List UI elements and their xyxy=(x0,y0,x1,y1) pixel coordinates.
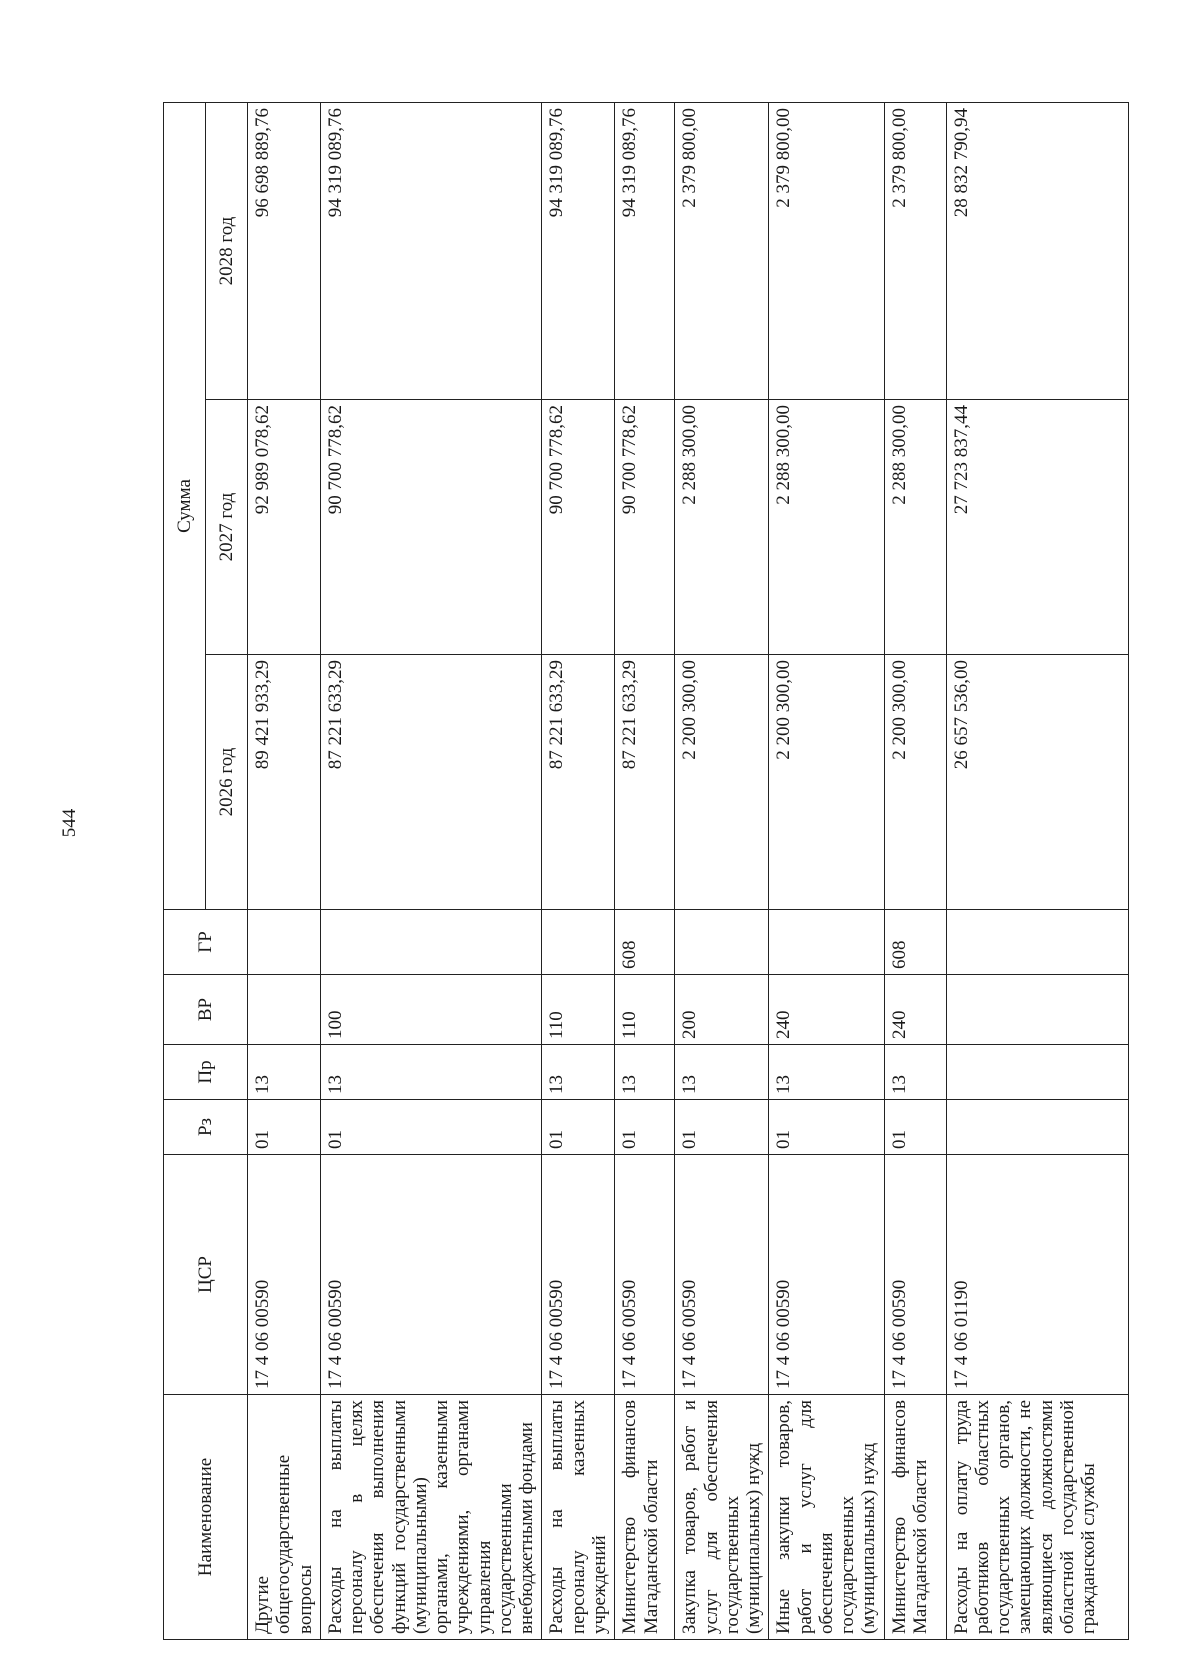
row-2026: 89 421 933,29 xyxy=(248,655,321,910)
row-name: Другие общегосударственные вопросы xyxy=(248,1395,321,1640)
row-rz: 01 xyxy=(675,1100,769,1155)
row-rz xyxy=(946,1100,1128,1155)
header-gr: ГР xyxy=(164,910,248,975)
row-2027: 90 700 778,62 xyxy=(542,400,615,655)
row-csr: 17 4 06 00590 xyxy=(320,1155,542,1395)
budget-table xyxy=(163,102,1129,1640)
header-2027: 2027 год xyxy=(206,400,248,655)
row-vr: 240 xyxy=(884,975,946,1045)
table-body xyxy=(248,102,1129,1639)
row-2026: 2 200 300,00 xyxy=(769,655,884,910)
row-csr: 17 4 06 00590 xyxy=(248,1155,321,1395)
row-name: Расходы на выплаты персоналу в целях обеспечения выполнения функций государственными (муниципальными) органами, казенными учреждениями, органами управления государственными внебюджетными фондами xyxy=(320,1395,542,1640)
row-2028: 2 379 800,00 xyxy=(884,102,946,399)
row-vr: 240 xyxy=(769,975,884,1045)
row-vr: 110 xyxy=(542,975,615,1045)
row-pr xyxy=(946,1045,1128,1100)
row-gr: 608 xyxy=(884,910,946,975)
row-2027: 27 723 837,44 xyxy=(946,400,1128,655)
header-name: Наименование xyxy=(164,1395,248,1640)
table-row xyxy=(248,102,321,1639)
row-csr: 17 4 06 00590 xyxy=(615,1155,675,1395)
row-pr: 13 xyxy=(248,1045,321,1100)
row-2028: 94 319 089,76 xyxy=(320,102,542,399)
row-pr: 13 xyxy=(884,1045,946,1100)
row-rz: 01 xyxy=(615,1100,675,1155)
row-2026: 2 200 300,00 xyxy=(884,655,946,910)
row-name: Закупка товаров, работ и услуг для обеспечения государственных (муниципальных) нужд xyxy=(675,1395,769,1640)
row-name: Иные закупки товаров, работ и услуг для обеспечения государственных (муниципальных) нужд xyxy=(769,1395,884,1640)
table-row xyxy=(542,102,615,1639)
row-2027: 2 288 300,00 xyxy=(884,400,946,655)
table-row xyxy=(884,102,946,1639)
table-row xyxy=(946,102,1128,1639)
row-2028: 94 319 089,76 xyxy=(615,102,675,399)
row-vr xyxy=(946,975,1128,1045)
row-2026: 87 221 633,29 xyxy=(542,655,615,910)
row-name: Расходы на оплату труда работников областных государственных органов, замещающих должности, не являющиеся должностями областной государственной гражданской службы xyxy=(946,1395,1128,1640)
row-2026: 26 657 536,00 xyxy=(946,655,1128,910)
row-pr: 13 xyxy=(769,1045,884,1100)
budget-table-rotated xyxy=(163,103,1100,1640)
row-2027: 90 700 778,62 xyxy=(615,400,675,655)
row-rz: 01 xyxy=(769,1100,884,1155)
row-csr: 17 4 06 01190 xyxy=(946,1155,1128,1395)
row-gr xyxy=(769,910,884,975)
row-rz: 01 xyxy=(320,1100,542,1155)
row-gr xyxy=(542,910,615,975)
row-vr: 200 xyxy=(675,975,769,1045)
row-pr: 13 xyxy=(542,1045,615,1100)
row-pr: 13 xyxy=(320,1045,542,1100)
row-csr: 17 4 06 00590 xyxy=(884,1155,946,1395)
page-number: 544 xyxy=(59,808,80,838)
row-csr: 17 4 06 00590 xyxy=(542,1155,615,1395)
row-rz: 01 xyxy=(248,1100,321,1155)
row-2028: 28 832 790,94 xyxy=(946,102,1128,399)
row-vr: 100 xyxy=(320,975,542,1045)
header-csr: ЦСР xyxy=(164,1155,248,1395)
header-sum: Сумма xyxy=(164,102,206,909)
row-rz: 01 xyxy=(542,1100,615,1155)
row-name: Расходы на выплаты персоналу казенных учреждений xyxy=(542,1395,615,1640)
header-2026: 2026 год xyxy=(206,655,248,910)
row-gr xyxy=(320,910,542,975)
row-pr: 13 xyxy=(615,1045,675,1100)
row-2027: 90 700 778,62 xyxy=(320,400,542,655)
row-gr xyxy=(946,910,1128,975)
row-csr: 17 4 06 00590 xyxy=(675,1155,769,1395)
header-rz: Рз xyxy=(164,1100,248,1155)
row-2027: 2 288 300,00 xyxy=(769,400,884,655)
table-row xyxy=(769,102,884,1639)
row-gr xyxy=(675,910,769,975)
row-2028: 96 698 889,76 xyxy=(248,102,321,399)
row-gr: 608 xyxy=(615,910,675,975)
row-2026: 2 200 300,00 xyxy=(675,655,769,910)
row-csr: 17 4 06 00590 xyxy=(769,1155,884,1395)
row-2026: 87 221 633,29 xyxy=(320,655,542,910)
table-row xyxy=(675,102,769,1639)
header-vr: ВР xyxy=(164,975,248,1045)
table-row xyxy=(320,102,542,1639)
row-2028: 2 379 800,00 xyxy=(769,102,884,399)
header-2028: 2028 год xyxy=(206,102,248,399)
row-2026: 87 221 633,29 xyxy=(615,655,675,910)
row-rz: 01 xyxy=(884,1100,946,1155)
row-name: Министерство финансов Магаданской области xyxy=(884,1395,946,1640)
row-vr xyxy=(248,975,321,1045)
table-header xyxy=(164,102,248,1639)
row-2028: 94 319 089,76 xyxy=(542,102,615,399)
row-2027: 2 288 300,00 xyxy=(675,400,769,655)
row-vr: 110 xyxy=(615,975,675,1045)
row-2027: 92 989 078,62 xyxy=(248,400,321,655)
header-pr: Пр xyxy=(164,1045,248,1100)
row-pr: 13 xyxy=(675,1045,769,1100)
row-2028: 2 379 800,00 xyxy=(675,102,769,399)
table-row xyxy=(615,102,675,1639)
row-name: Министерство финансов Магаданской области xyxy=(615,1395,675,1640)
row-gr xyxy=(248,910,321,975)
